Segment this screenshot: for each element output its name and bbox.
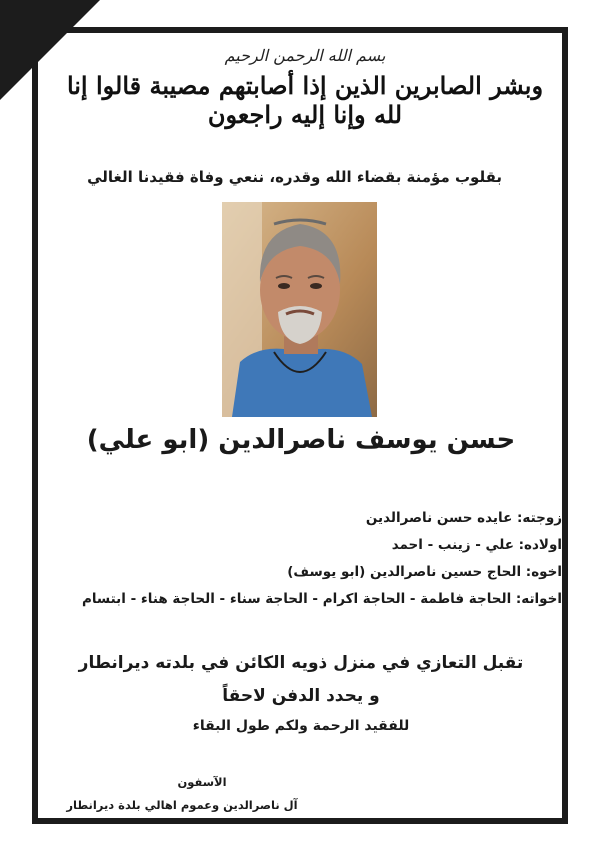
deceased-photo [222, 202, 377, 417]
burial-notice: و يحدد الدفن لاحقاً [222, 686, 380, 706]
relative-wife: زوجته: عايده حسن ناصرالدين [365, 510, 562, 526]
relatives-list [42, 505, 562, 613]
mourners-title: الآسفون [177, 775, 227, 789]
relative-children: اولاده: علي - زينب - احمد [391, 537, 562, 553]
mourners-block [52, 770, 312, 816]
closing-prayer: للفقيد الرحمة ولكم طول البقاء [192, 718, 410, 734]
closing-notice [60, 648, 542, 740]
mourners-names: آل ناصرالدين وعموم اهالي بلدة ديرانطار [66, 798, 298, 812]
quran-verse-header [60, 40, 550, 140]
basmala: بسم الله الرحمن الرحيم [224, 46, 386, 65]
relative-brother: اخوه: الحاج حسين ناصرالدين (ابو يوسف) [287, 564, 562, 580]
deceased-name: حسن يوسف ناصرالدين (ابو علي) [86, 425, 516, 455]
quran-verse: وبشر الصابرين الذين إذا أصابتهم مصيبة قالوا إنا لله وإنا إليه راجعون [66, 71, 544, 129]
condolences-location: تقبل التعازي في منزل ذويه الكائن في بلدته ديرانطار [78, 653, 524, 673]
portrait-image [222, 202, 377, 417]
announcement-intro: بقلوب مؤمنة بقضاء الله وقدره، ننعي وفاة فقيدنا الغالي [87, 168, 502, 186]
relative-sisters: اخواته: الحاجة فاطمة - الحاجة اكرام - الحاجة سناء - الحاجة هناء - ابتسام [81, 591, 562, 607]
